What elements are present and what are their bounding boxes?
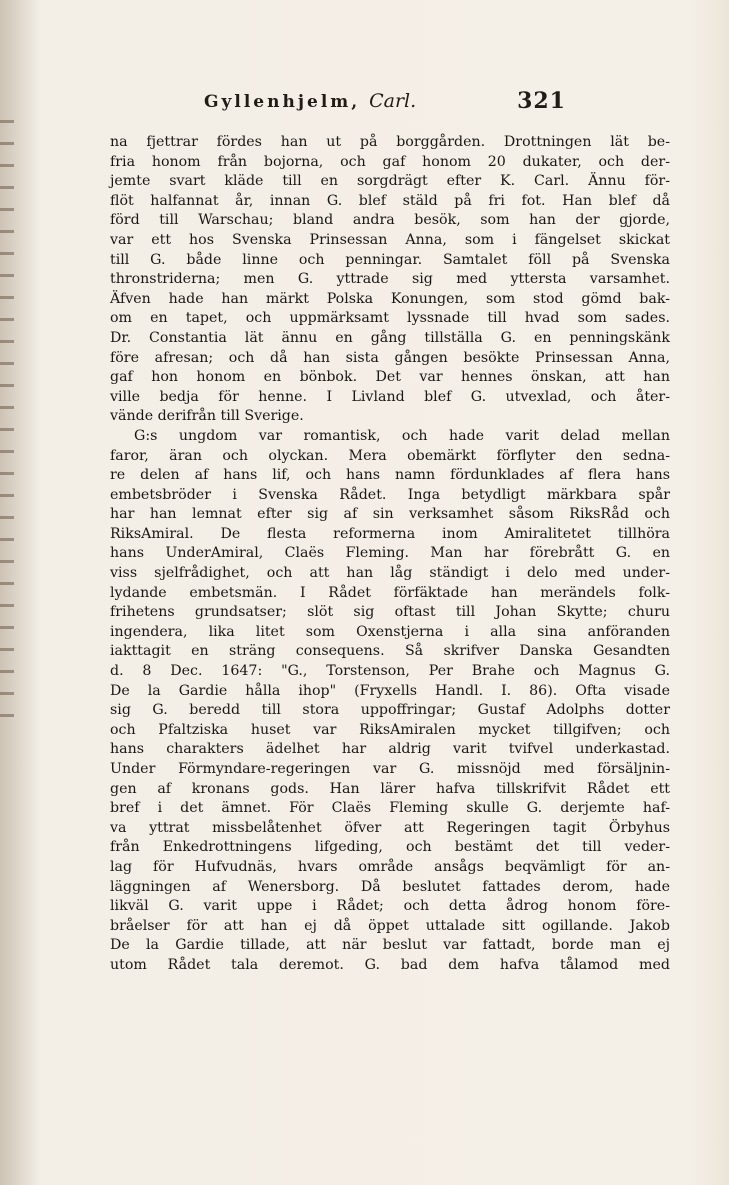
text-line: om en tapet, och uppmärksamt lyssnade till hvad som sades.	[110, 310, 670, 327]
text-line: va yttrat missbelåtenhet öfver att Regeringen tagit Örbyhus	[110, 819, 670, 836]
text-line: ingendera, lika litet som Oxenstjerna i alla sina anföranden	[110, 623, 670, 640]
text-line: frihetens grundsatser; slöt sig oftast till Johan Skytte; churu	[110, 604, 670, 621]
running-head-surname: Gyllenhjelm,	[204, 92, 361, 112]
text-line: har han lemnat efter sig af sin verksamhet såsom RiksRåd och	[110, 506, 670, 523]
text-line-paragraph-start: G:s ungdom var romantisk, och hade varit delad mellan	[134, 427, 670, 444]
running-head	[204, 88, 566, 114]
text-line: bref i det ämnet. För Claës Fleming skulle G. derjemte haf-	[110, 800, 670, 817]
text-line: från Enkedrottningens lifgeding, och bestämt det till veder-	[110, 839, 670, 856]
text-line: till G. både linne och penningar. Samtalet föll på Svenska	[110, 251, 670, 268]
text-line: thronstriderna; men G. yttrade sig med yttersta varsamhet.	[110, 271, 670, 288]
text-line-paragraph-end: vände derifrån till Sverige.	[110, 408, 304, 425]
text-line: jemte svart kläde till en sorgdrägt efter K. Carl. Ännu för-	[110, 173, 670, 190]
body-text	[110, 133, 670, 976]
text-line: iakttagit en sträng consequens. Så skrifver Danska Gesandten	[110, 643, 670, 660]
text-line: na fjettrar fördes han ut på borggården. Drottningen lät be-	[110, 134, 670, 150]
text-line: utom Rådet tala deremot. G. bad dem hafva tålamod med	[110, 956, 670, 973]
text-line: läggningen af Wenersborg. Då beslutet fattades derom, hade	[110, 878, 670, 895]
text-line: sig G. beredd till stora uppoffringar; Gustaf Adolphs dotter	[110, 702, 670, 719]
text-line: fria honom från bojorna, och gaf honom 20 dukater, och der-	[110, 153, 670, 170]
page-edge-marks	[0, 120, 14, 720]
text-line: hans UnderAmiral, Claës Fleming. Man har förebrått G. en	[110, 545, 670, 562]
text-line: flöt halfannat år, innan G. blef stäld på fri fot. Han blef då	[110, 192, 670, 209]
text-line: viss sjelfrådighet, och att han låg ständigt i delo med under-	[110, 565, 670, 582]
text-line: förd till Warschau; bland andra besök, som han der gjorde,	[110, 212, 670, 229]
text-line: bråelser för att han ej då öppet uttalade sitt ogillande. Jakob	[110, 917, 670, 934]
text-line: gen af kronans gods. Han lärer hafva tillskrifvit Rådet ett	[110, 780, 670, 797]
text-line: RiksAmiral. De flesta reformerna inom Amiralitetet tillhöra	[110, 525, 670, 542]
page-number: 321	[517, 88, 566, 114]
text-line: lydande embetsmän. I Rådet förfäktade han merändels folk-	[110, 584, 670, 601]
text-line: re delen af hans lif, och hans namn fördunklades af flera hans	[110, 467, 670, 484]
text-line: ville bedja för henne. I Livland blef G. utvexlad, och åter-	[110, 388, 670, 405]
text-line: faror, äran och olyckan. Mera obemärkt förflyter den sedna-	[110, 447, 670, 464]
text-line: och Pfaltziska huset var RiksAmiralen mycket tillgifven; och	[110, 721, 670, 738]
text-line: De la Gardie tillade, att när beslut var fattadt, borde man ej	[110, 937, 670, 954]
text-line: lag för Hufvudnäs, hvars område ansågs beqvämligt för an-	[110, 858, 670, 875]
text-line: gaf hon honom en bönbok. Det var hennes önskan, att han	[110, 369, 670, 386]
text-line: De la Gardie hålla ihop" (Fryxells Handl. I. 86). Ofta visade	[110, 682, 670, 699]
text-line: Äfven hade han märkt Polska Konungen, som stod gömd bak-	[110, 290, 670, 307]
text-line: likväl G. varit uppe i Rådet; och detta ådrog honom före-	[110, 898, 670, 915]
text-line: embetsbröder i Svenska Rådet. Inga betydligt märkbara spår	[110, 486, 670, 503]
text-line: före afresan; och då han sista gången besökte Prinsessan Anna,	[110, 349, 670, 366]
text-line: d. 8 Dec. 1647: "G., Torstenson, Per Brahe och Magnus G.	[110, 663, 670, 680]
text-line: hans charakters ädelhet har aldrig varit tvifvel underkastad.	[110, 741, 670, 758]
text-line: Under Förmyndare-regeringen var G. missnöjd med försäljnin-	[110, 761, 670, 777]
running-head-title	[204, 90, 416, 112]
text-line: Dr. Constantia lät ännu en gång tillställa G. en penningskänk	[110, 329, 670, 346]
running-head-given-name: Carl.	[369, 90, 417, 112]
text-line: var ett hos Svenska Prinsessan Anna, som i fängelset skickat	[110, 231, 670, 248]
